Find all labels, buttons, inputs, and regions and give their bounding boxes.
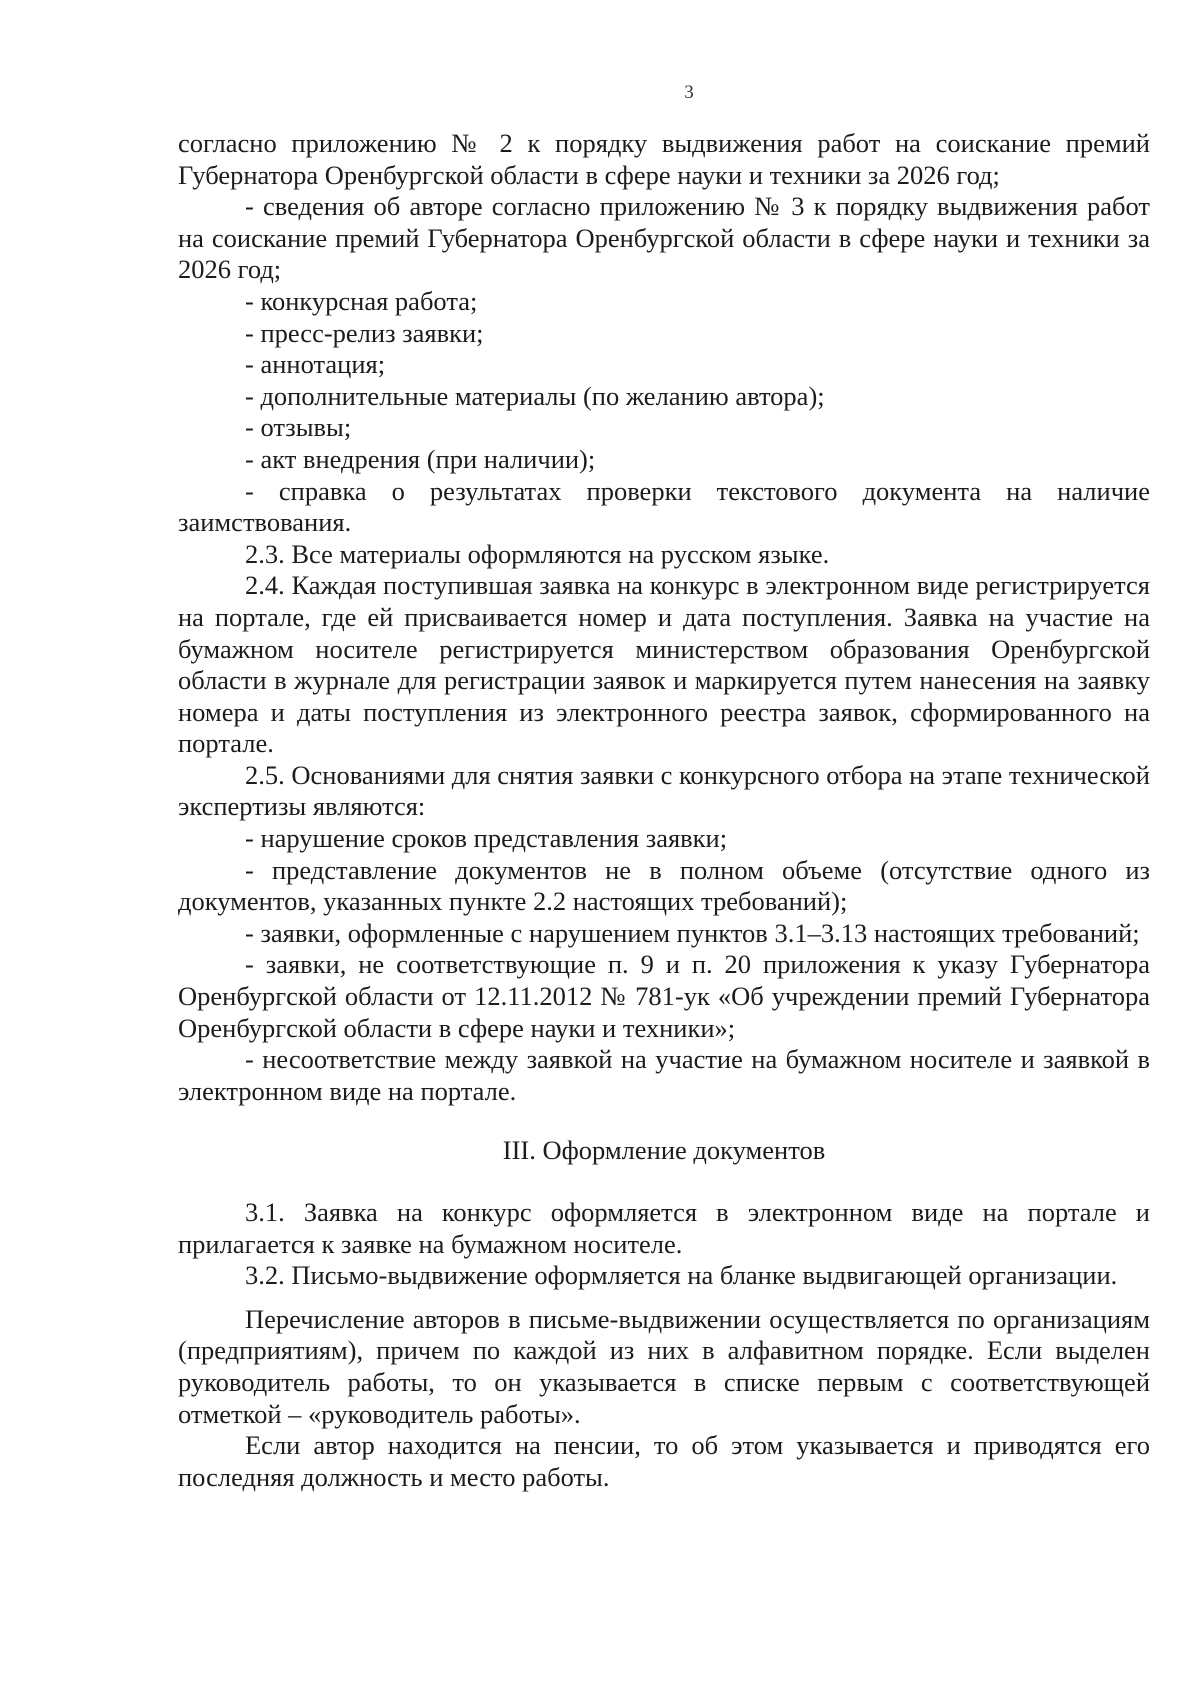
- document-paragraph: Перечисление авторов в письме-выдвижении осуществляется по организациям (предприятиям), причем по каждой из них в алфавитном порядке. Если выделен руководитель работы, то он указывается в списке первым с соответствующей отметкой – «руководитель работы».: [178, 1303, 1150, 1429]
- document-paragraph: - аннотация;: [245, 349, 386, 380]
- document-paragraph: - несоответствие между заявкой на участие на бумажном носителе и заявкой в электронном виде на портале.: [178, 1044, 1150, 1106]
- section-heading: III. Оформление документов: [502, 1135, 826, 1166]
- document-paragraph: Если автор находится на пенсии, то об этом указывается и приводятся его последняя должность и место работы.: [178, 1430, 1150, 1492]
- requirements-list-section: [178, 128, 1150, 1107]
- documents-formatting-section: [178, 1197, 1150, 1292]
- page-number: 3: [684, 82, 694, 103]
- document-paragraph: - справка о результатах проверки текстового документа на наличие заимствования.: [178, 475, 1150, 538]
- document-paragraph: - пресс-релиз заявки;: [245, 317, 484, 348]
- document-paragraph: - заявки, оформленные с нарушением пунктов 3.1–3.13 настоящих требований;: [245, 917, 1140, 948]
- document-paragraph: 3.2. Письмо-выдвижение оформляется на бланке выдвигающей организации.: [245, 1260, 1118, 1291]
- document-paragraph: - отзывы;: [245, 412, 352, 443]
- document-paragraph: - дополнительные материалы (по желанию автора);: [245, 380, 825, 411]
- paragraph-gap: [178, 1292, 1150, 1304]
- document-paragraph: - акт внедрения (при наличии);: [245, 443, 596, 474]
- document-paragraph: 3.1. Заявка на конкурс оформляется в электронном виде на портале и прилагается к заявке на бумажном носителе.: [178, 1197, 1150, 1259]
- document-paragraph: 2.3. Все материалы оформляются на русском языке.: [245, 538, 830, 569]
- document-paragraph: - конкурсная работа;: [245, 285, 478, 316]
- document-paragraph: - представление документов не в полном объеме (отсутствие одного из документов, указанных пункте 2.2 настоящих требований);: [178, 854, 1150, 917]
- document-paragraph: - заявки, не соответствующие п. 9 и п. 20 приложения к указу Губернатора Оренбургской области от 12.11.2012 № 781-ук «Об учреждении премий Губернатора Оренбургской области в сфере науки и техники»;: [178, 949, 1150, 1043]
- document-body: [178, 128, 1150, 1493]
- document-paragraph: согласно приложению № 2 к порядку выдвижения работ на соискание премий Губернатора Оренбургской области в сфере науки и техники за 2026 год;: [178, 128, 1150, 190]
- document-paragraph: - нарушение сроков представления заявки;: [245, 823, 728, 854]
- authors-listing-section: [178, 1304, 1150, 1494]
- document-paragraph: 2.5. Основаниями для снятия заявки с конкурсного отбора на этапе технической экспертизы являются:: [178, 759, 1150, 822]
- document-paragraph: - сведения об авторе согласно приложению № 3 к порядку выдвижения работ на соискание премий Губернатора Оренбургской области в сфере науки и техники за 2026 год;: [178, 191, 1150, 285]
- document-paragraph: 2.4. Каждая поступившая заявка на конкурс в электронном виде регистрируется на портале, где ей присваивается номер и дата поступления. Заявка на участие на бумажном носителе регистрируется министерством образования Оренбургской области в журнале для регистрации заявок и маркируется путем нанесения на заявку номера и даты поступления из электронного реестра заявок, сформированного на портале.: [178, 570, 1150, 759]
